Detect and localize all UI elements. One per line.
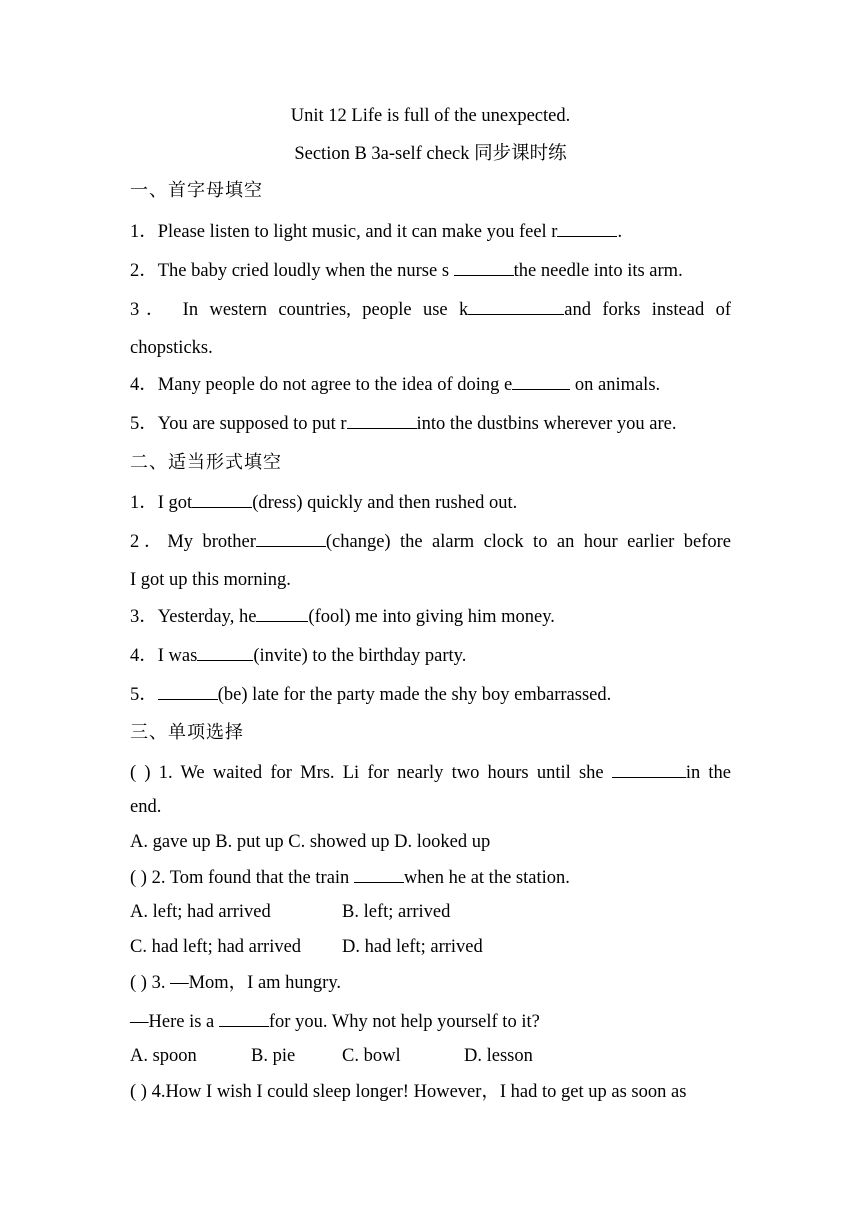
s3-q1-options: A. gave up B. put up C. showed up D. looked up	[130, 832, 491, 852]
s1-q3-text: 3． In western countries, people use k	[130, 300, 469, 320]
s1-q5-text: 5．You are supposed to put r	[130, 414, 347, 434]
s3-q3-text: —Here is a	[130, 1012, 219, 1032]
s3-question-1-line1	[130, 760, 731, 785]
s3-q2-options-row1	[130, 900, 731, 924]
answer-blank	[557, 219, 617, 237]
option-c: C. had left; had arrived	[130, 937, 302, 957]
section2-heading: 二、适当形式填空	[130, 452, 282, 473]
s1-question-3-line2: chopsticks.	[130, 338, 213, 358]
answer-blank	[158, 682, 218, 700]
s1-q2-text: 2．The baby cried loudly when the nurse s	[130, 261, 454, 281]
s2-q1-text: 1．I got	[130, 493, 193, 513]
s1-question-2	[130, 258, 731, 283]
answer-blank	[512, 372, 570, 390]
option-b: B. pie	[251, 1046, 296, 1066]
option-b: B. left; arrived	[342, 902, 451, 922]
s2-q2-text: 2．My brother	[130, 532, 256, 552]
s1-question-4	[130, 372, 731, 397]
s2-question-4	[130, 643, 731, 668]
s1-q3-end: and forks instead of	[564, 300, 731, 320]
section1-heading: 一、首字母填空	[130, 180, 263, 201]
s3-question-3-line2	[130, 1009, 731, 1034]
answer-blank	[354, 865, 404, 883]
s3-q2-end: when he at the station.	[403, 868, 570, 888]
s3-q1-end: in the	[685, 763, 732, 783]
s3-q2-options-row2	[130, 935, 731, 959]
s2-q2-end: (change) the alarm clock to an hour earlier before	[325, 532, 731, 552]
s3-question-4-line1: ( ) 4.How I wish I could sleep longer! However，I had to get up as soon as	[130, 1082, 687, 1102]
s2-q3-end: (fool) me into giving him money.	[308, 607, 555, 627]
s3-q3-options	[130, 1044, 731, 1068]
s3-q2-text: ( ) 2. Tom found that the train	[130, 868, 354, 888]
answer-blank	[454, 258, 514, 276]
s1-q2-end: the needle into its arm.	[513, 261, 683, 281]
s1-question-3-line1	[130, 297, 731, 322]
s1-question-5	[130, 411, 731, 436]
option-c: C. bowl	[342, 1046, 401, 1066]
answer-blank	[347, 411, 417, 429]
s3-question-2	[130, 865, 731, 890]
s1-question-1	[130, 219, 731, 244]
s2-question-5	[130, 682, 731, 707]
answer-blank	[612, 760, 686, 778]
s2-q1-end: (dress) quickly and then rushed out.	[252, 493, 518, 513]
s1-q1-end: .	[617, 222, 623, 242]
answer-blank	[219, 1009, 269, 1027]
s2-question-2-line2: I got up this morning.	[130, 570, 291, 590]
page-title: Unit 12 Life is full of the unexpected.	[290, 106, 571, 126]
answer-blank	[192, 490, 252, 508]
s1-q4-text: 4．Many people do not agree to the idea of doing e	[130, 375, 513, 395]
answer-blank	[256, 529, 326, 547]
s3-q3-end: for you. Why not help yourself to it?	[268, 1012, 540, 1032]
s2-question-2-line1	[130, 529, 731, 554]
s3-question-1-line2: end.	[130, 797, 162, 817]
section3-heading: 三、单项选择	[130, 722, 244, 743]
s1-q4-end: on animals.	[570, 375, 661, 395]
option-d: D. had left; arrived	[342, 937, 483, 957]
s2-q4-text: 4．I was	[130, 646, 198, 666]
answer-blank	[197, 643, 253, 661]
option-a: A. left; had arrived	[130, 902, 271, 922]
s2-q5-text: 5．	[130, 685, 158, 705]
s2-q4-end: (invite) to the birthday party.	[253, 646, 467, 666]
s3-q1-text: ( ) 1. We waited for Mrs. Li for nearly two hours until she	[130, 763, 612, 783]
answer-blank	[468, 297, 564, 315]
option-d: D. lesson	[464, 1046, 533, 1066]
s2-q3-text: 3．Yesterday, he	[130, 607, 257, 627]
page-subtitle: Section B 3a-self check 同步课时练	[294, 144, 567, 164]
s2-q5-end: (be) late for the party made the shy boy embarrassed.	[217, 685, 612, 705]
s2-question-1	[130, 490, 731, 515]
s2-question-3	[130, 604, 731, 629]
s1-q1-text: 1．Please listen to light music, and it can make you feel r	[130, 222, 558, 242]
option-a: A. spoon	[130, 1046, 197, 1066]
s3-question-3-line1: ( ) 3. —Mom，I am hungry.	[130, 973, 342, 993]
s1-q5-end: into the dustbins wherever you are.	[416, 414, 677, 434]
answer-blank	[256, 604, 308, 622]
